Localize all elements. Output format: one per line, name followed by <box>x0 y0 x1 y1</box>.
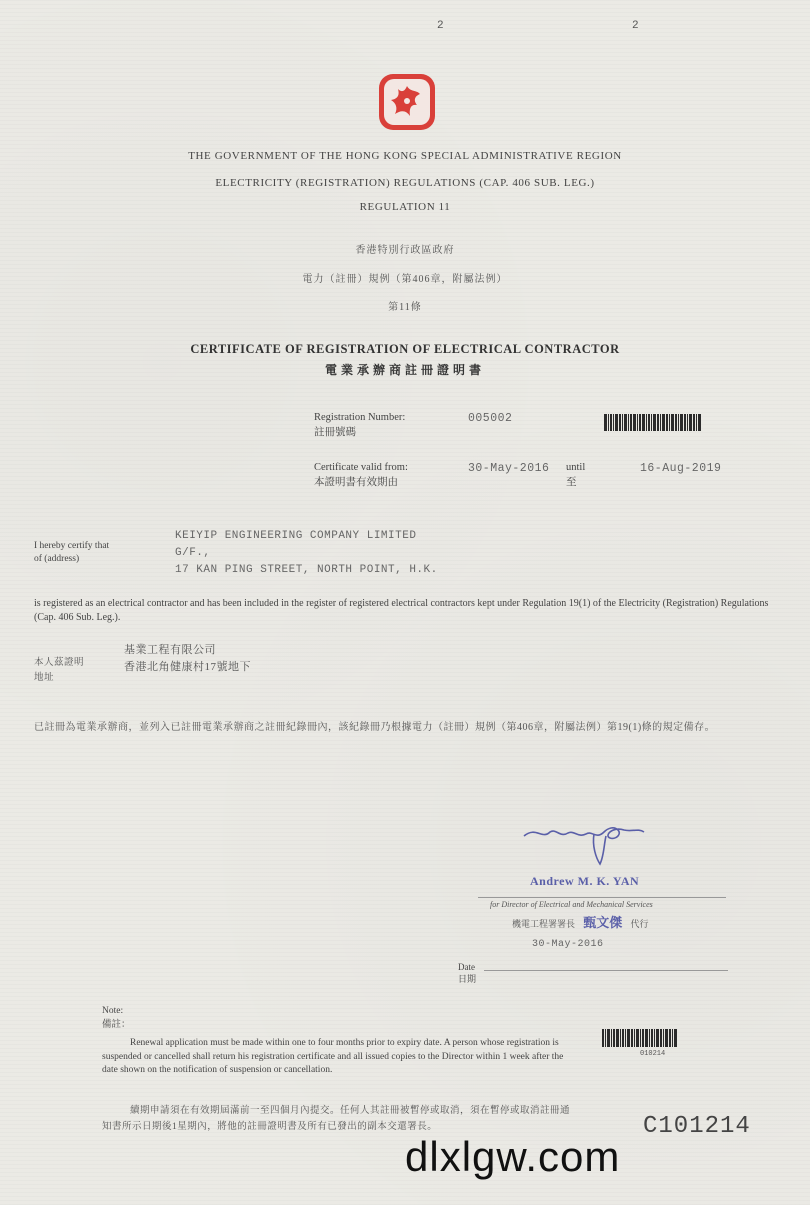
validity-label <box>314 460 408 490</box>
signatory-title-cn-post: 代行 <box>630 919 649 929</box>
date-line <box>484 970 728 971</box>
header-regulation-number: REGULATION 11 <box>359 201 451 213</box>
validity-label-cn: 本證明書有效期由 <box>314 477 398 488</box>
validity-until-label <box>566 460 585 490</box>
company-address-line1: G/F., <box>175 547 211 559</box>
registration-statement-cn: 已註冊為電業承辦商，並列入已註冊電業承辦商之註冊紀錄冊內，該紀錄冊乃根據電力（註冊）規例（第406章，附屬法例）第19(1)條的規定備存。 <box>34 722 716 733</box>
valid-until-date: 16-Aug-2019 <box>640 462 722 475</box>
company-name-cn: 基業工程有限公司 <box>124 644 216 656</box>
barcode-bottom-label: 010214 <box>640 1050 666 1058</box>
header-regulations-cn: 電力（註冊）規例（第406章，附屬法例） <box>302 274 508 285</box>
certify-label <box>34 540 109 566</box>
header-regulations: ELECTRICITY (REGISTRATION) REGULATIONS (CAP. 406 SUB. LEG.) <box>215 177 595 189</box>
barcode-top <box>604 414 701 431</box>
page-number: 2 <box>437 20 444 32</box>
signatory-name: Andrew M. K. YAN <box>530 874 640 888</box>
validity-label-en: Certificate valid from: <box>314 462 408 473</box>
company-address-cn: 香港北角健康村17號地下 <box>124 661 251 673</box>
valid-from-date: 30-May-2016 <box>468 462 550 475</box>
certificate-serial: C101214 <box>643 1113 751 1140</box>
company-address-line2: 17 KAN PING STREET, NORTH POINT, H.K. <box>175 564 438 576</box>
header-government: THE GOVERNMENT OF THE HONG KONG SPECIAL ADMINISTRATIVE REGION <box>188 150 622 162</box>
signatory-name-cn: 甄文傑 <box>583 915 623 930</box>
company-name: KEIYIP ENGINEERING COMPANY LIMITED <box>175 530 417 542</box>
header-regulation-number-cn: 第11條 <box>388 302 422 313</box>
page-number: 2 <box>632 20 639 32</box>
certificate-title-cn: 電業承辦商註冊證明書 <box>324 363 485 377</box>
notes-label-cn: 備註： <box>102 1019 131 1030</box>
hksar-emblem-icon <box>377 72 437 132</box>
registration-label <box>314 410 405 440</box>
certify-label-line2: of (address) <box>34 554 80 564</box>
date-label-en: Date <box>458 962 475 972</box>
certificate-title: CERTIFICATE OF REGISTRATION OF ELECTRICAL CONTRACTOR <box>190 342 620 356</box>
certify-label-cn <box>34 656 84 686</box>
watermark: dlxlgw.com <box>405 1133 621 1180</box>
signatory-title: for Director of Electrical and Mechanical Services <box>490 900 653 909</box>
barcode-bottom <box>602 1029 677 1047</box>
contractor-details-cn <box>124 642 251 676</box>
signature-date: 30-May-2016 <box>532 939 604 950</box>
until-label-cn: 至 <box>566 477 577 488</box>
registration-statement: is registered as an electrical contractor and has been included in the register of registered electrical contractors kept under Regulation 19(1) of the Electricity (Registration) Regulations (Cap. 406 Sub. Leg.). <box>34 598 769 623</box>
contractor-details <box>175 528 438 579</box>
registration-label-cn: 註冊號碼 <box>314 427 356 438</box>
notes-text-cn: 續期申請須在有效期屆滿前一至四個月內提交。任何人其註冊被暫停或取消，須在暫停或取消註冊通知書所示日期後1星期內，將他的註冊證明書及所有已發出的副本交還署長。 <box>102 1106 571 1132</box>
notes-label <box>102 1005 131 1032</box>
certify-label-cn-line2: 地址 <box>34 673 55 683</box>
notes-text: Renewal application must be made within one to four months prior to expiry date. A person whose registration is suspended or cancelled shall return his registration certificate and all issued copies to the Director within 1 week after the date shown on the notification of suspension or cancellation. <box>102 1038 564 1075</box>
header-government-cn: 香港特別行政區政府 <box>355 245 455 256</box>
until-label-en: until <box>566 462 586 473</box>
certify-label-cn-line1: 本人茲證明 <box>34 658 85 668</box>
date-label <box>458 961 476 985</box>
date-label-cn: 日期 <box>458 974 477 984</box>
certify-label-line1: I hereby certify that <box>34 541 110 551</box>
signature-line <box>478 897 726 898</box>
notes-label-en: Note: <box>102 1006 124 1016</box>
registration-number: 005002 <box>468 412 513 425</box>
signatory-title-cn <box>512 912 649 931</box>
registration-label-en: Registration Number: <box>314 412 406 423</box>
director-signature <box>520 818 650 868</box>
signatory-title-cn-pre: 機電工程署署長 <box>512 919 576 929</box>
